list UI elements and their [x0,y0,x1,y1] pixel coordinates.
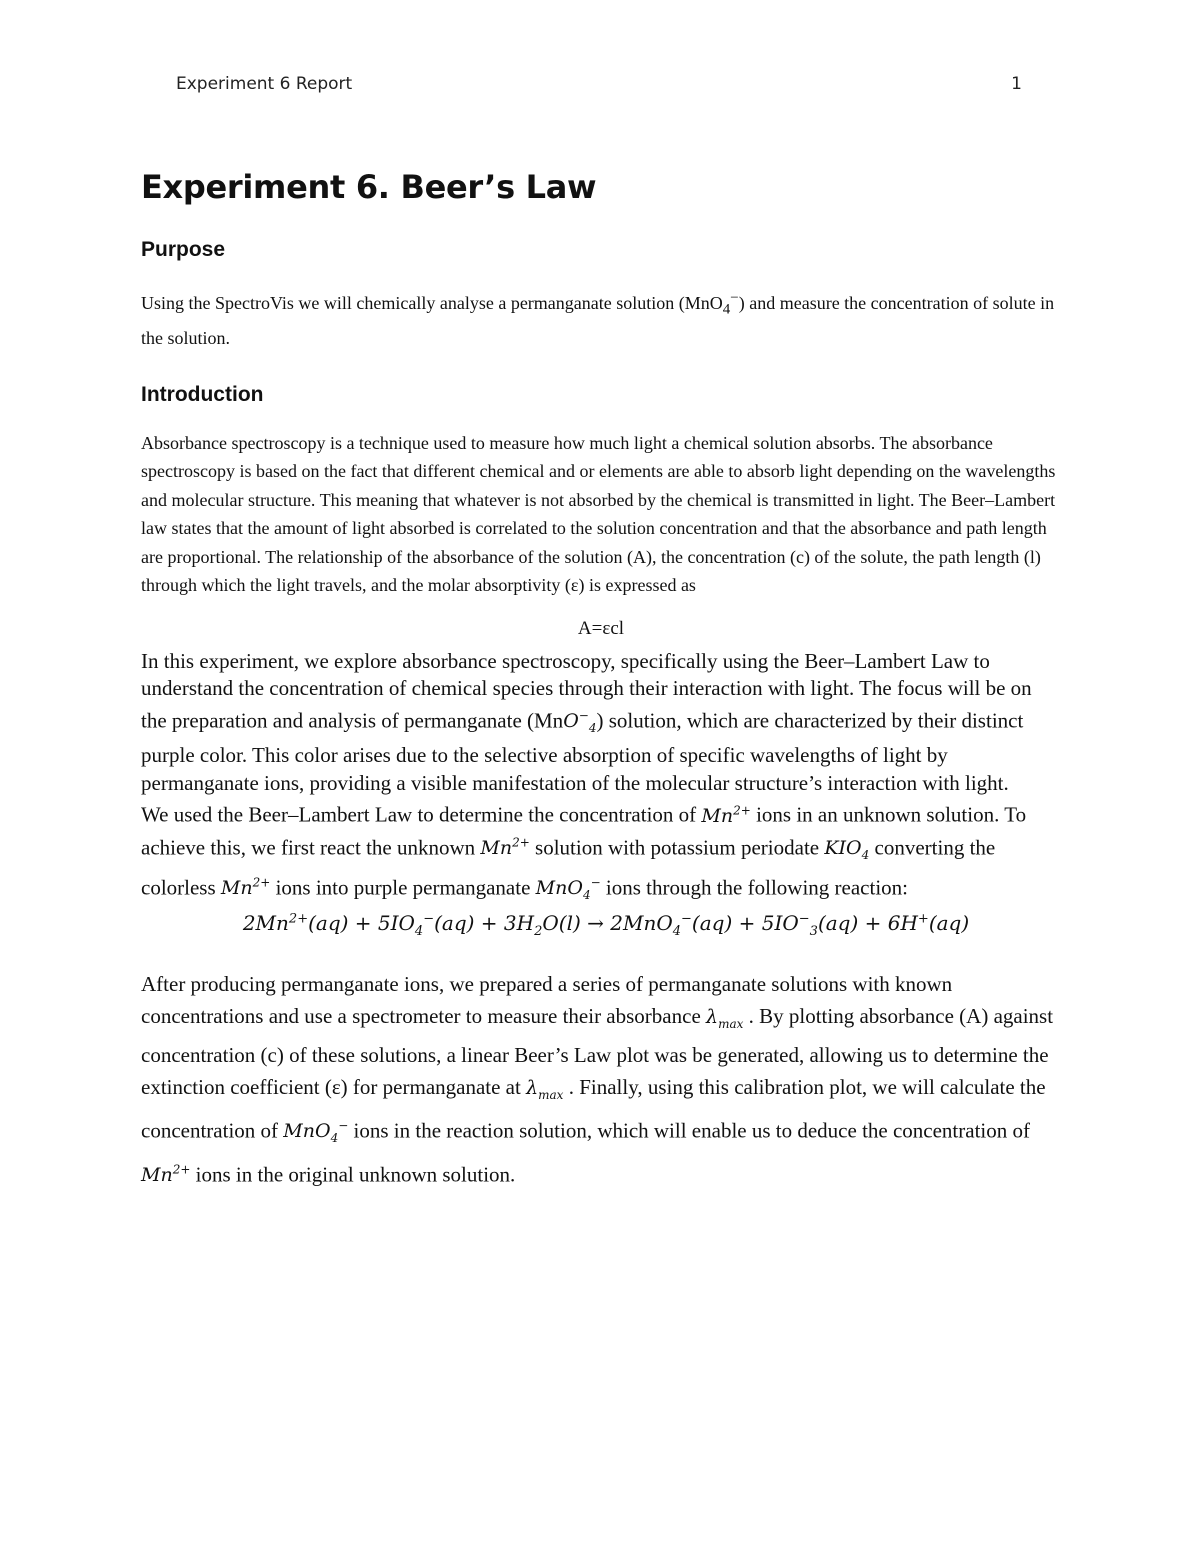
math-sup: − [338,1118,349,1133]
math-base: Mn [220,877,253,899]
eq-part: (aq) + 5IO [308,911,415,936]
math-base: MnO [283,1120,331,1143]
eq-sup: − [423,911,435,927]
text-run: . Finally, using this calibration plot, we will calculate the concentration of [141,1074,1046,1143]
math-base: Mn [141,1163,173,1186]
eq-sub: 4 [672,924,682,940]
document-body [141,168,1061,1191]
math-mno4 [283,1118,349,1146]
eq-sup: − [798,911,810,927]
eq-part: 2Mn [242,911,289,936]
eq-sup: 2+ [288,911,309,927]
intro-paragraph-1: Absorbance spectroscopy is a technique used to measure how much light a chemical solution absorbs. The absorbance spectroscopy is based on the fact that different chemical and or elements are able to absorb light depending on the wavelengths and molecular structure. This meaning that whatever is not absorbed by the chemical is transmitted in light. The Beer–Lambert law states that the amount of light absorbed is correlated to the solution concentration and that the absorbance and path length are proportional. The relationship of the absorbance of the solution (A), the concentration (c) of the solute, the path length (l) through which the light travels, and the molar absorptivity (ε) is expressed as [141,432,1056,596]
purpose-text [141,284,1061,353]
math-base: KIO [824,837,862,860]
math-base: MnO [535,877,583,899]
math-kio4 [824,837,870,863]
text-run: In this experiment, we explore absorbance spectroscopy, specifically using the Beer–Lambert Law to understand the concentration of chemical species through their interaction with light. The focus will be on the preparation and analysis of permanganate (Mn [141,648,1032,732]
math-sub: 4 [330,1131,339,1146]
text-run: . By plotting absorbance (A) against concentration (c) of these solutions, a linear Beer’s Law plot was be generated, allowing us to determine the extinction coefficient (ε) for permanganate at [141,1003,1054,1099]
math-mn [141,1164,190,1186]
math-sub: 4 [582,887,591,902]
purpose-sub: 4 [722,301,731,318]
math-sup: − [578,708,589,723]
text-run: ions into purple permanganate [270,875,536,899]
text-run: ions in the original unknown solution. [190,1161,516,1186]
purpose-text-part: Using the SpectroVis we will chemically analyse a permanganate solution (MnO [141,293,723,313]
eq-sub: 2 [534,924,543,940]
purpose-sup: − [730,290,739,306]
text-run: ions in an unknown solution. To achieve this, we first react the unknown [141,802,1027,860]
text-run: We used the Beer–Lambert Law to determine the concentration of [141,802,702,827]
purpose-text-part: ) and measure the concentration of solute in the solution. [141,293,1055,349]
math-lambda-max [706,1005,744,1031]
math-o [563,708,597,735]
reaction-equation [151,911,1061,939]
math-sup: 2+ [252,875,271,890]
math-lambda-max [526,1076,564,1102]
purpose-heading: Purpose [141,238,226,261]
math-base: Mn [701,804,734,827]
math-sup: 2+ [512,836,530,851]
text-run: converting the colorless [141,835,996,899]
text-run: After producing permanganate ions, we prepared a series of permanganate solutions with known concentrations and use a spectrometer to measure their absorbance [141,972,953,1028]
eq-sub: 3 [809,924,818,940]
eq-part: (aq) + 5IO [691,911,799,936]
eq-sub: 4 [414,924,424,940]
intro-paragraph-2 [141,648,1061,798]
eq-part: (aq) + 3H [434,911,535,936]
math-mno4 [535,875,601,902]
introduction-heading: Introduction [141,382,264,406]
math-sup: 2+ [172,1162,191,1177]
page-number: 1 [1011,74,1022,94]
eq-sup: − [681,911,692,927]
intro-paragraph-4 [141,969,1061,1191]
beer-lambert-formula: A=εcl [577,617,625,639]
math-sup: 2+ [733,803,751,818]
document-title: Experiment 6. Beer’s Law [141,168,597,206]
text-run: ) solution, which are characterized by their distinct purple color. This color arises due to the selective absorption of specific wavelengths of light by permanganate ions, providing a visible manifestation of the molecular structure’s interaction with light. [141,707,1024,795]
eq-part: (aq) + 6H [817,911,918,936]
text-run: solution with potassium periodate [529,835,825,860]
math-mn [221,877,270,899]
intro-paragraph-3 [141,797,1061,909]
header-title: Experiment 6 Report [176,74,353,94]
math-sup: − [590,875,601,890]
math-sub: max [538,1087,564,1102]
eq-part: O(l) → 2MnO [542,911,673,936]
math-base: Mn [480,837,513,860]
math-mn [701,805,750,827]
text-run: ions in the reaction solution, which will enable us to deduce the concentration of [348,1118,1030,1143]
text-run: ions through the following reaction: [600,875,909,899]
math-base: O [563,709,579,732]
math-mn [480,837,529,859]
eq-sup: + [917,911,929,927]
math-sub: 4 [861,848,870,863]
math-base: λ [706,1005,719,1028]
page-header [176,74,1022,94]
math-sub: 4 [588,720,597,735]
math-base: λ [526,1076,539,1099]
eq-part: (aq) [928,911,970,936]
math-sub: max [718,1016,744,1031]
